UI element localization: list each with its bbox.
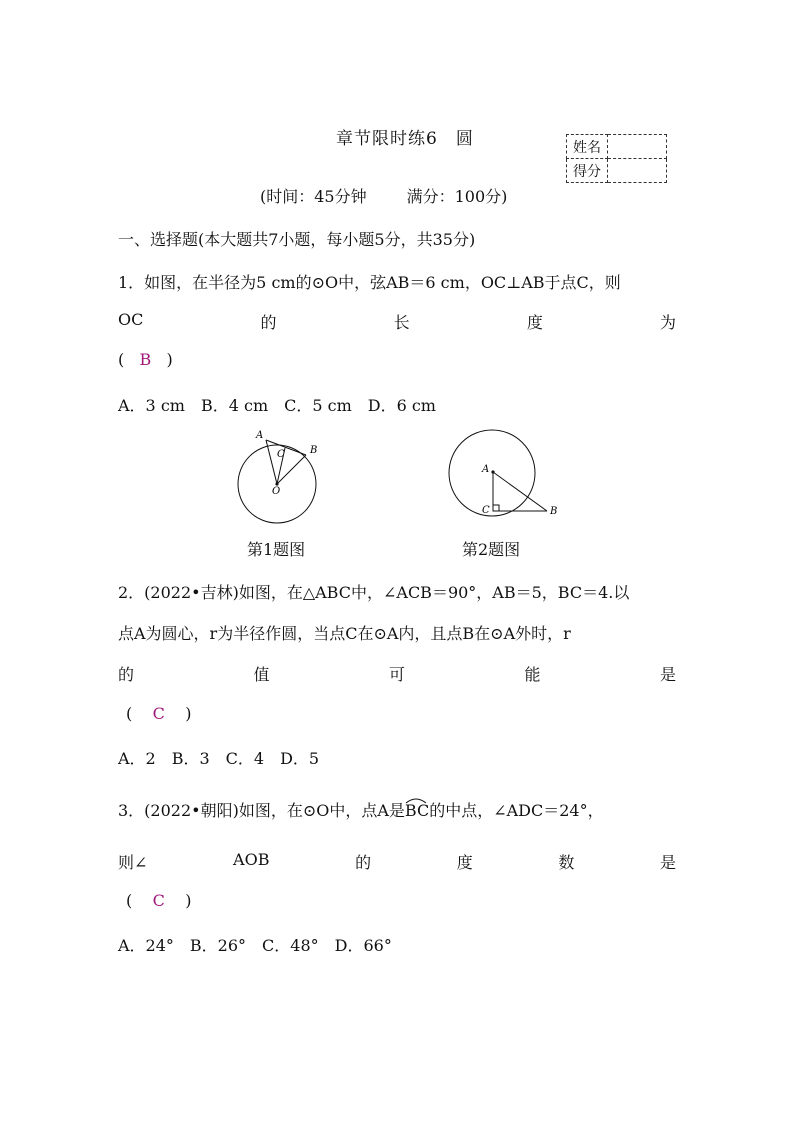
q2-line2: 点A为圆心，r为半径作圆，当点C在⊙A内，且点B在⊙A外时，r	[118, 624, 571, 643]
q2-answer-line: ( C )	[126, 704, 192, 723]
figure-2-caption: 第2题图	[462, 540, 521, 559]
fig1-label-a: A	[256, 430, 264, 441]
q2-options: A．2 B．3 C．4 D．5	[118, 749, 320, 768]
q3-line1: 3．(2022•朝阳)如图，在⊙O中，点A是 BC的中点，∠ADC＝24°，	[118, 798, 604, 821]
arc-bc: BC	[405, 801, 429, 820]
q2-answer: C	[152, 704, 165, 723]
fig2-label-b: B	[550, 506, 558, 517]
score-field[interactable]	[608, 159, 667, 183]
name-score-box	[566, 134, 667, 183]
exam-info	[260, 184, 507, 207]
q1-options: A．3 cm B．4 cm C．5 cm D．6 cm	[118, 396, 436, 415]
fig1-label-o: O	[272, 486, 281, 497]
page-title: 章节限时练6 圆	[336, 129, 474, 149]
name-field[interactable]	[608, 135, 667, 159]
time-info: (时间：45分钟	[260, 187, 367, 206]
q2-line1: 2．(2022•吉林)如图，在△ABC中，∠ACB＝90°，AB＝5，BC＝4.以	[118, 583, 630, 602]
q1-line1: 1．如图，在半径为5 cm的⊙O中，弦AB＝6 cm，OC⊥AB于点C，则	[118, 273, 621, 292]
q1-answer: B	[139, 350, 152, 369]
fig2-label-a: A	[482, 464, 490, 475]
arc-mark-icon	[405, 796, 427, 804]
q3-answer-line: ( C )	[126, 891, 192, 910]
score-label: 得分	[567, 159, 608, 183]
figure-1-caption: 第1题图	[247, 540, 306, 559]
fig1-label-c: C	[277, 449, 285, 460]
section-heading: 一、选择题(本大题共7小题，每小题5分，共35分)	[118, 230, 476, 249]
q3-line2: 则∠ AOB 的 度 数 是	[118, 850, 676, 872]
q1-answer-line: ( B )	[118, 350, 173, 369]
fig1-label-b: B	[310, 445, 318, 456]
name-label: 姓名	[567, 135, 608, 159]
q3-options: A．24° B．26° C．48° D．66°	[118, 936, 392, 955]
fig2-label-c: C	[482, 505, 490, 516]
score-info: 满分：100分)	[406, 187, 508, 206]
q1-line2: OC 的 长 度 为	[118, 310, 676, 332]
figure-1	[230, 428, 330, 528]
q2-line3: 的 值 可 能 是	[118, 665, 676, 684]
figure-2	[440, 425, 565, 525]
q3-answer: C	[152, 891, 165, 910]
